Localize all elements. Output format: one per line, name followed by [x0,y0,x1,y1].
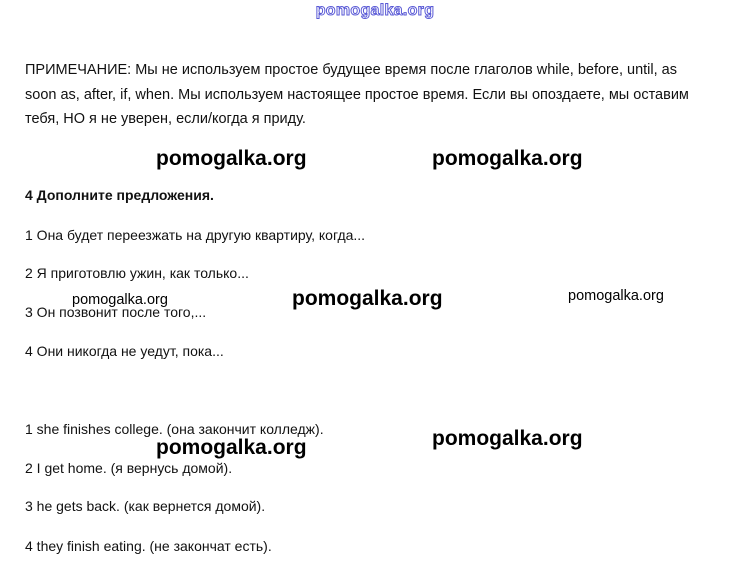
watermark: pomogalka.org [432,427,583,450]
watermark: pomogalka.org [156,436,307,459]
answer-2: 2 I get home. (я вернусь домой). [25,460,233,476]
question-2: 2 Я приготовлю ужин, как только... [25,265,249,281]
exercise-title: 4 Дополните предложения. [25,187,214,203]
watermark: pomogalka.org [292,287,443,310]
question-4: 4 Они никогда не уедут, пока... [25,343,224,359]
question-1: 1 Она будет переезжать на другую квартиру, когда... [25,227,366,243]
watermark: pomogalka.org [72,292,168,308]
note-line-2: soon as, after, if, when. Мы используем настоящее простое время. Если вы опоздаете, мы оставим [25,87,689,103]
watermark: pomogalka.org [156,147,307,170]
question-3: 3 Он позвонит после того,... [25,304,207,320]
answer-3: 3 he gets back. (как вернется домой). [25,498,266,514]
answer-4: 4 they finish eating. (не закончат есть). [25,538,272,554]
watermark: pomogalka.org [432,147,583,170]
note-line-3: тебя, НО я не уверен, если/когда я приду. [25,111,306,127]
watermark: pomogalka.org [568,288,664,304]
site-header-watermark: pomogalka.org [315,2,435,19]
note-line-1: ПРИМЕЧАНИЕ: Мы не используем простое будущее время после глаголов while, before, until, as [25,62,677,78]
answer-1: 1 she finishes college. (она закончит колледж). [25,421,324,437]
